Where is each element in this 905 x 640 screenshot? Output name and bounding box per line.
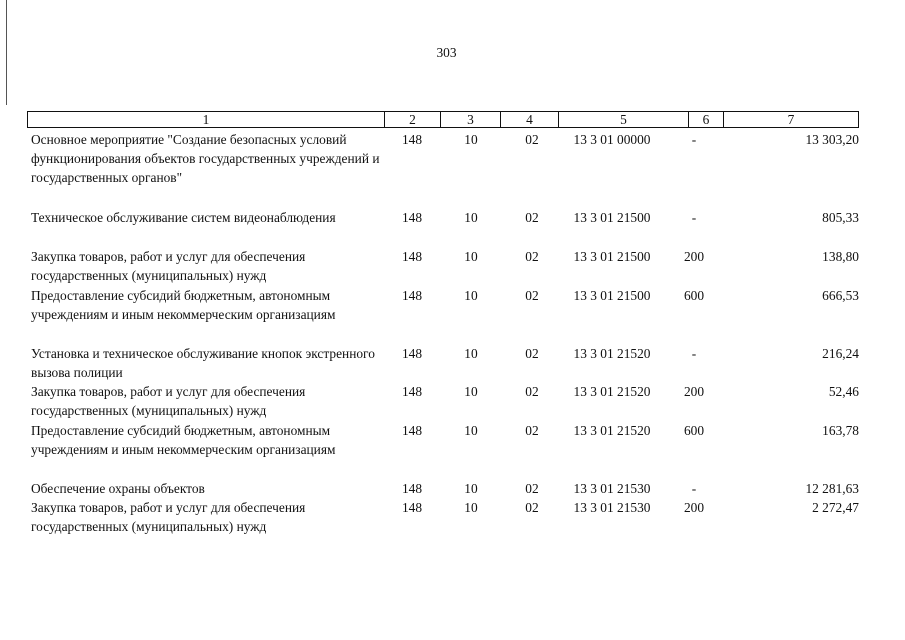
row-col-5: 13 3 01 21520 xyxy=(573,346,651,361)
row-col-5: 13 3 01 21530 xyxy=(573,481,651,496)
row-name: Основное мероприятие "Создание безопасных условий функционирования объектов государственных учреждений и государственных органов" xyxy=(31,132,380,185)
row-col-4: 02 xyxy=(525,423,539,438)
row-col-2: 148 xyxy=(401,249,423,264)
header-col-4: 4 xyxy=(501,112,559,127)
row-col-3: 10 xyxy=(464,346,478,361)
row-name: Предоставление субсидий бюджетным, автономным учреждениям и иным некоммерческим организациям xyxy=(31,288,336,322)
row-col-2: 148 xyxy=(401,210,423,225)
header-col-3: 3 xyxy=(441,112,501,127)
row-col-3: 10 xyxy=(464,288,478,303)
header-col-6: 6 xyxy=(689,112,724,127)
row-col-4: 02 xyxy=(525,384,539,399)
row-col-3: 10 xyxy=(464,210,478,225)
page-number: 303 xyxy=(436,45,457,60)
row-name: Предоставление субсидий бюджетным, автономным учреждениям и иным некоммерческим организациям xyxy=(31,423,336,457)
row-col-2: 148 xyxy=(401,346,423,361)
row-col-3: 10 xyxy=(464,384,478,399)
row-col-4: 02 xyxy=(525,249,539,264)
row-name: Установка и техническое обслуживание кнопок экстренного вызова полиции xyxy=(31,346,375,380)
row-col-6: 200 xyxy=(683,500,705,515)
row-col-3: 10 xyxy=(464,132,478,147)
row-name: Техническое обслуживание систем видеонаблюдения xyxy=(31,210,336,225)
row-col-2: 148 xyxy=(401,288,423,303)
row-col-3: 10 xyxy=(464,249,478,264)
row-col-3: 10 xyxy=(464,481,478,496)
row-col-3: 10 xyxy=(464,500,478,515)
row-col-5: 13 3 01 21520 xyxy=(573,423,651,438)
row-col-2: 148 xyxy=(401,500,423,515)
row-col-6: 200 xyxy=(683,384,705,399)
row-col-6: 600 xyxy=(683,423,705,438)
row-name: Закупка товаров, работ и услуг для обеспечения государственных (муниципальных) нужд xyxy=(31,500,306,534)
row-col-4: 02 xyxy=(525,346,539,361)
header-col-7: 7 xyxy=(787,112,795,127)
row-col-5: 13 3 01 21500 xyxy=(573,249,651,264)
row-col-6: 200 xyxy=(683,249,705,264)
row-col-6: - xyxy=(691,481,697,496)
row-col-4: 02 xyxy=(525,481,539,496)
row-col-7: 216,24 xyxy=(822,346,859,361)
row-col-7: 52,46 xyxy=(828,384,859,399)
row-col-5: 13 3 01 21530 xyxy=(573,500,651,515)
row-col-4: 02 xyxy=(525,210,539,225)
header-col-5: 5 xyxy=(559,112,689,127)
row-name: Обеспечение охраны объектов xyxy=(31,481,205,496)
header-col-1: 1 xyxy=(28,112,385,127)
row-col-5: 13 3 01 00000 xyxy=(573,132,651,147)
row-col-7: 12 281,63 xyxy=(805,481,859,496)
row-name: Закупка товаров, работ и услуг для обеспечения государственных (муниципальных) нужд xyxy=(31,384,306,418)
row-col-2: 148 xyxy=(401,384,423,399)
row-col-5: 13 3 01 21500 xyxy=(573,210,651,225)
row-col-2: 148 xyxy=(401,481,423,496)
row-col-4: 02 xyxy=(525,500,539,515)
table-header xyxy=(27,111,859,128)
row-col-6: - xyxy=(691,132,697,147)
row-col-3: 10 xyxy=(464,423,478,438)
row-col-7: 13 303,20 xyxy=(805,132,859,147)
row-col-6: - xyxy=(691,346,697,361)
row-col-6: 600 xyxy=(683,288,705,303)
row-name: Закупка товаров, работ и услуг для обеспечения государственных (муниципальных) нужд xyxy=(31,249,306,283)
header-col-2: 2 xyxy=(385,112,441,127)
row-col-7: 666,53 xyxy=(822,288,859,303)
row-col-2: 148 xyxy=(401,423,423,438)
row-col-7: 138,80 xyxy=(822,249,859,264)
row-col-7: 2 272,47 xyxy=(812,500,859,515)
row-col-4: 02 xyxy=(525,288,539,303)
row-col-6: - xyxy=(691,210,697,225)
row-col-5: 13 3 01 21500 xyxy=(573,288,651,303)
row-col-7: 163,78 xyxy=(822,423,859,438)
row-col-7: 805,33 xyxy=(822,210,859,225)
row-col-5: 13 3 01 21520 xyxy=(573,384,651,399)
row-col-2: 148 xyxy=(401,132,423,147)
row-col-4: 02 xyxy=(525,132,539,147)
